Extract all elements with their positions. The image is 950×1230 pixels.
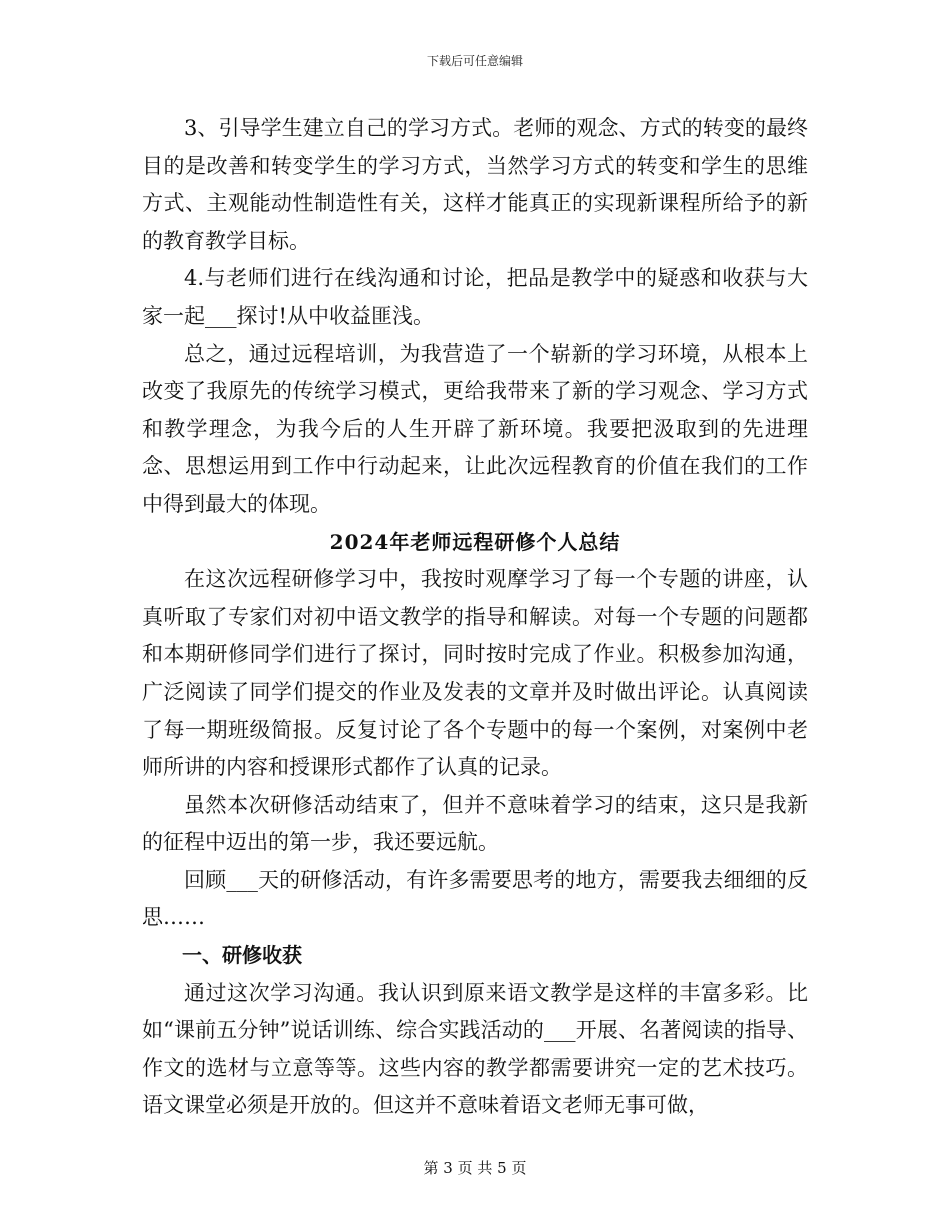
document-body <box>142 110 808 1125</box>
page-footer: 第 3 页 共 5 页 <box>423 1159 527 1177</box>
paragraph-journey: 虽然本次研修活动结束了，但并不意味着学习的结束，这只是我新的征程中迈出的第一步，我还要远航。 <box>142 792 808 855</box>
page-header: 下载后可任意编辑 <box>426 54 523 68</box>
paragraph-item-3: 3、引导学生建立自己的学习方式。老师的观念、方式的转变的最终目的是改善和转变学生的学习方式，当然学习方式的转变和学生的思维方式、主观能动性制造性有关，这样才能真正的实现新课程所给予的新的教育教学目标。 <box>142 116 808 253</box>
paragraph-study: 在这次远程研修学习中，我按时观摩学习了每一个专题的讲座，认真听取了专家们对初中语文教学的指导和解读。对每一个专题的问题都和本期研修同学们进行了探讨，同时按时完成了作业。积极参加沟通，广泛阅读了同学们提交的作业及发表的文章并及时做出评论。认真阅读了每一期班级简报。反复讨论了各个专题中的每一个案例，对案例中老师所讲的内容和授课形式都作了认真的记录。 <box>142 567 808 780</box>
paragraph-item-4: 4.与老师们进行在线沟通和讨论，把品是教学中的疑惑和收获与大家一起___探讨!从中收益匪浅。 <box>142 266 808 328</box>
section-heading: 一、研修收获 <box>182 943 302 968</box>
paragraph-gains: 通过这次学习沟通。我认识到原来语文教学是这样的丰富多彩。比如“课前五分钟”说话训练、综合实践活动的___开展、名著阅读的指导、作文的选材与立意等等。这些内容的教学都需要讲究一定的艺术技巧。语文课堂必须是开放的。但这并不意味着语文老师无事可做， <box>142 980 808 1118</box>
paragraph-review: 回顾___天的研修活动，有许多需要思考的地方，需要我去细细的反思…… <box>142 867 808 930</box>
paragraph-conclusion: 总之，通过远程培训，为我营造了一个崭新的学习环境，从根本上改变了我原先的传统学习模式，更给我带来了新的学习观念、学习方式和教学理念，为我今后的人生开辟了新环境。我要把汲取到的先进理念、思想运用到工作中行动起来，让此次远程教育的价值在我们的工作中得到最大的体现。 <box>142 341 808 516</box>
document-title: 2024年老师远程研修个人总结 <box>329 529 621 554</box>
